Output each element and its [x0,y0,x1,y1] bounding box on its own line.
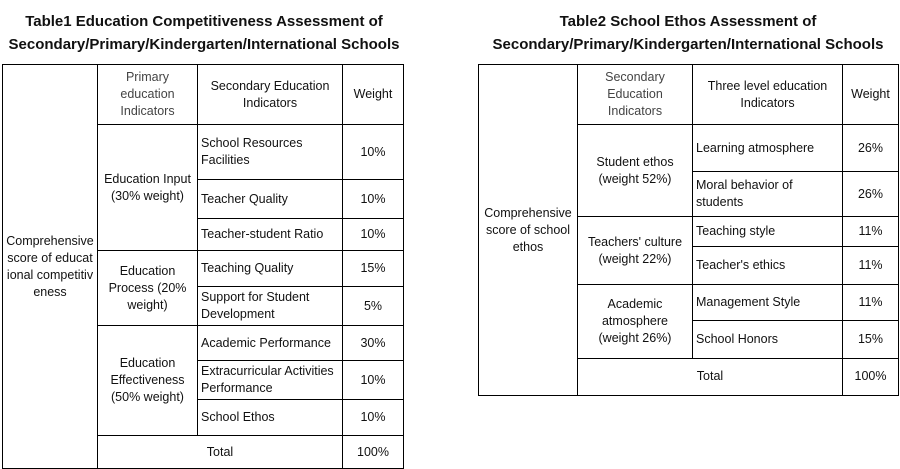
table2-title-line2: Secondary/Primary/Kindergarten/International Schools [492,36,884,53]
table1-total-label: Total [98,436,343,469]
table1-indicator: Academic Performance [198,326,343,361]
table2-weight: 11% [843,217,899,246]
table2-indicator: Moral behavior of students [693,172,843,217]
table1-header-primary: Primary education Indicators [98,65,198,125]
table2-group-label: Academic atmosphere (weight 26%) [578,284,693,358]
table1-indicator: Extracurricular Activities Performance [198,361,343,400]
table1-weight: 15% [343,251,404,287]
table2-group-label: Teachers' culture (weight 22%) [578,217,693,284]
table2-overall-label: Comprehensive score of school ethos [479,65,578,396]
table1-indicator: Teaching Quality [198,251,343,287]
table2 [478,64,899,396]
table2-indicator: Teacher's ethics [693,246,843,284]
table1-group-label: Education Input (30% weight) [98,125,198,251]
table2-total-value: 100% [843,358,899,395]
table1-weight: 5% [343,287,404,326]
table1-title-line1: Table1 Education Competitiveness Assessment of [25,13,383,30]
table1-weight: 10% [343,361,404,400]
table2-header-third: Three level education Indicators [693,65,843,125]
table1-header-weight: Weight [343,65,404,125]
table1-indicator: Teacher-student Ratio [198,219,343,251]
table1-group-label: Education Effectiveness (50% weight) [98,326,198,436]
table1-weight: 10% [343,180,404,219]
table2-indicator: Management Style [693,284,843,320]
table2-group-label: Student ethos (weight 52%) [578,125,693,217]
table1-indicator: School Resources Facilities [198,125,343,180]
table2-weight: 11% [843,284,899,320]
table1-overall-label: Comprehensive score of educational competitiveness [3,65,98,469]
table2-indicator: School Honors [693,320,843,358]
table1-weight: 10% [343,219,404,251]
table2-indicator: Learning atmosphere [693,125,843,172]
table2-weight: 15% [843,320,899,358]
table1-indicator: Teacher Quality [198,180,343,219]
table2-header-secondary: Secondary Education Indicators [578,65,693,125]
table2-weight: 26% [843,125,899,172]
table2-total-label: Total [578,358,843,395]
table1-total-value: 100% [343,436,404,469]
table1-group-label: Education Process (20% weight) [98,251,198,326]
table1-weight: 10% [343,125,404,180]
table1-title-line2: Secondary/Primary/Kindergarten/International Schools [8,36,400,53]
table1-header-secondary: Secondary Education Indicators [198,65,343,125]
table1 [2,64,404,469]
table2-indicator: Teaching style [693,217,843,246]
table1-weight: 30% [343,326,404,361]
table1-indicator: Support for Student Development [198,287,343,326]
table1-title [0,10,408,56]
table2-weight: 11% [843,246,899,284]
table1-weight: 10% [343,400,404,436]
table2-header-weight: Weight [843,65,899,125]
table1-indicator: School Ethos [198,400,343,436]
table2-weight: 26% [843,172,899,217]
table2-title-line1: Table2 School Ethos Assessment of [559,13,817,30]
table2-title [478,10,898,56]
